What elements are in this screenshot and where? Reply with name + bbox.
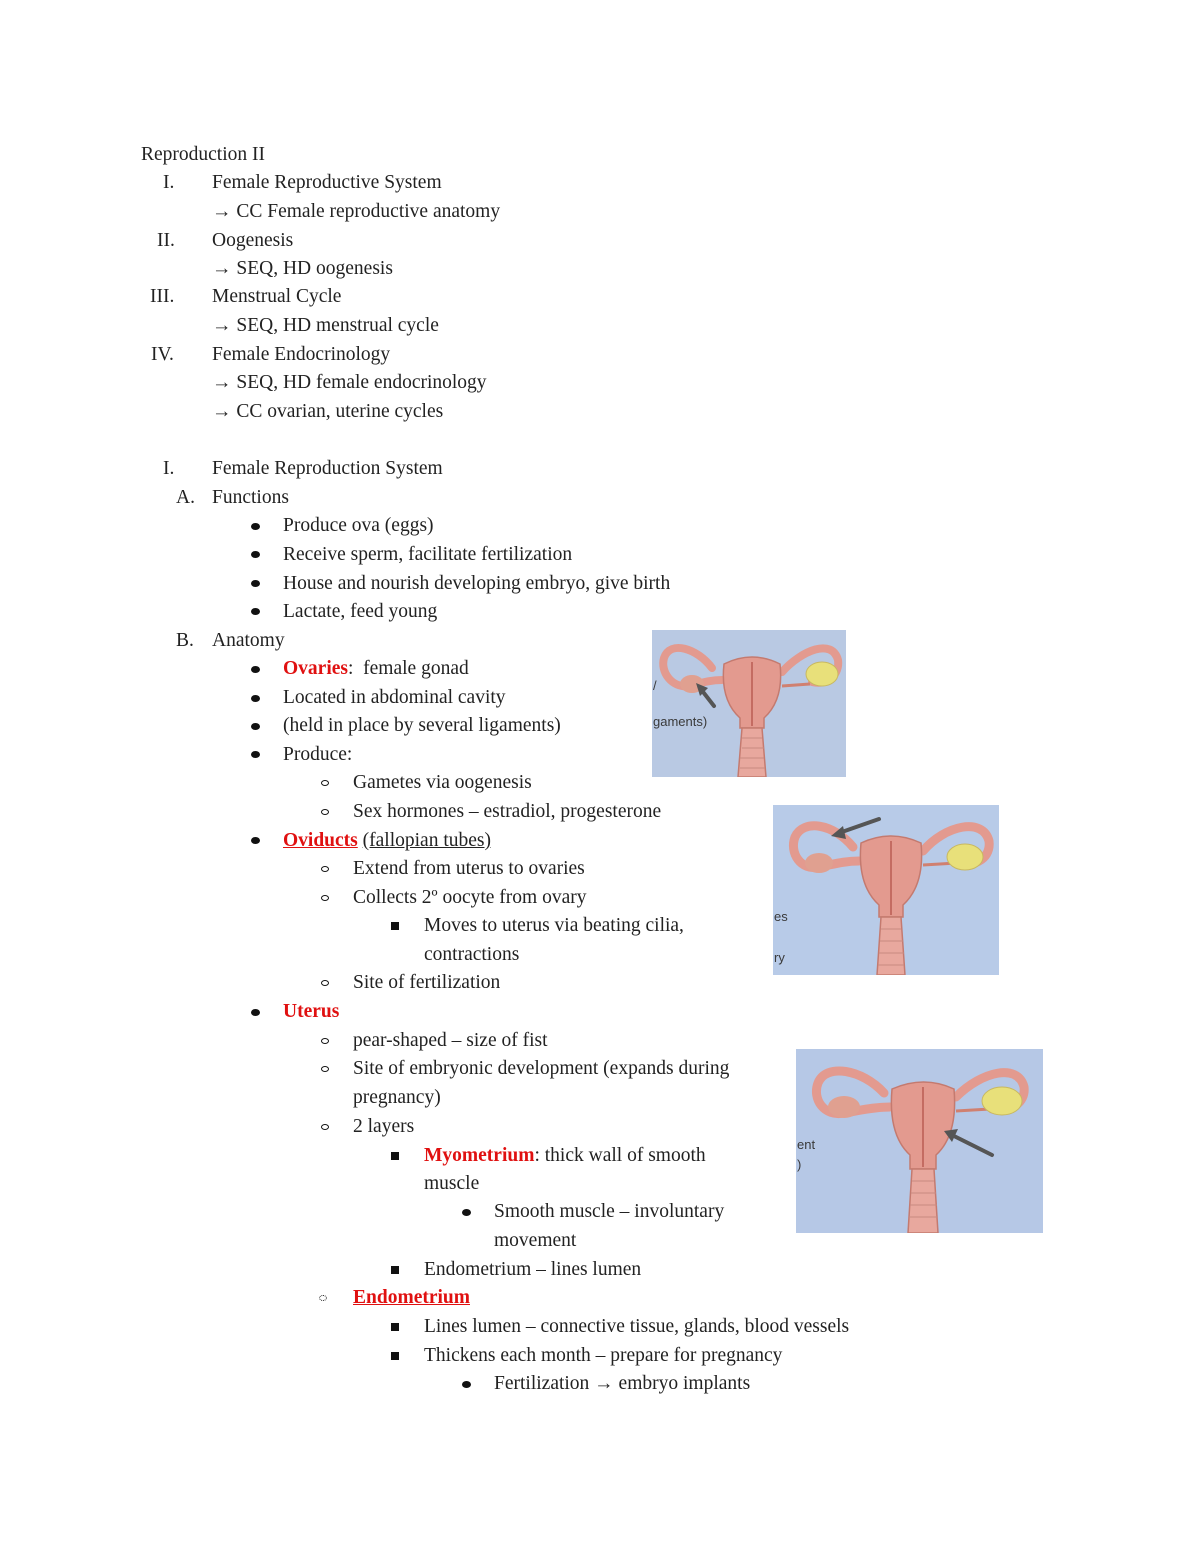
list-item: Thickens each month – prepare for pregnancy [424,1345,783,1366]
figure-caption: ry [774,950,785,965]
outline-numeral: IV. [151,344,174,365]
list-item [424,1146,706,1166]
bullet-icon [251,666,260,673]
page-title: Reproduction II [141,144,266,165]
list-item [353,1288,470,1308]
subsection-heading: Anatomy [212,630,285,651]
outline-item-label: Oogenesis [212,230,294,251]
list-item: 2 layers [353,1116,415,1137]
outline-subitem: → CC Female reproductive anatomy [212,201,501,222]
term-myometrium: Myometrium [424,1145,535,1166]
circle-bullet-icon [321,895,329,901]
term-colon: : [347,658,354,679]
figure-caption: ent [797,1137,816,1152]
list-item: Site of fertilization [353,972,501,993]
bullet-icon [251,751,260,758]
term-definition: (fallopian tubes) [362,830,491,851]
uterus-diagram-image [773,805,999,975]
ovary-figure [652,630,846,777]
section-numeral: I. [163,458,175,479]
subsection-letter: A. [176,487,195,508]
list-item [283,831,491,851]
figure-caption: ) [797,1157,802,1172]
oviduct-figure [773,805,999,975]
list-item: Gametes via oogenesis [353,772,532,793]
square-bullet-icon [391,1152,399,1160]
uterus-diagram-image [796,1049,1043,1233]
figure-caption: es [774,909,788,924]
list-item-continuation: movement [494,1230,577,1251]
list-item [283,659,469,679]
bullet-icon [251,608,260,615]
list-item: House and nourish developing embryo, give birth [283,573,671,594]
bullet-icon [251,551,260,558]
circle-bullet-icon [321,980,329,986]
outline-subitem: → SEQ, HD menstrual cycle [212,315,439,336]
outline-subitem: → SEQ, HD oogenesis [212,258,393,279]
term-definition: female gonad [363,658,469,679]
term-endometrium: Endometrium [353,1287,470,1308]
list-item: Produce: [283,744,353,765]
bullet-icon [251,1009,260,1016]
bullet-icon [251,837,260,844]
bullet-icon [251,580,260,587]
subsection-heading: Functions [212,487,289,508]
list-item: Lines lumen – connective tissue, glands, blood vessels [424,1316,850,1337]
bullet-icon [251,695,260,702]
list-item: Located in abdominal cavity [283,687,506,708]
term-ovaries: Ovaries [283,658,348,679]
list-item: Fertilization → embryo implants [494,1373,751,1394]
bullet-icon [251,523,260,530]
list-item: Moves to uterus via beating cilia, [424,915,684,936]
figure-caption: gaments) [653,714,708,729]
square-bullet-icon [391,1266,399,1274]
list-item: pear-shaped – size of fist [353,1030,548,1051]
outline-item-label: Female Reproductive System [212,172,442,193]
outline-subitem: → CC ovarian, uterine cycles [212,401,444,422]
outline-numeral: II. [157,230,175,251]
square-bullet-icon [391,1323,399,1331]
list-item [283,1002,339,1022]
list-item: (held in place by several ligaments) [283,715,561,736]
list-item: Collects 2º oocyte from ovary [353,887,587,908]
square-bullet-icon [391,922,399,930]
term-definition: : thick wall of smooth [534,1145,706,1166]
list-item: Sex hormones – estradiol, progesterone [353,801,662,822]
dotted-bullet-icon [319,1295,327,1301]
bullet-icon [462,1209,471,1216]
list-item: Site of embryonic development (expands during [353,1058,730,1079]
circle-bullet-icon [321,866,329,872]
list-item-continuation: muscle [424,1173,480,1194]
circle-bullet-icon [321,1038,329,1044]
bullet-icon [462,1381,471,1388]
list-item-continuation: contractions [424,944,520,965]
list-item: Extend from uterus to ovaries [353,858,585,879]
outline-item-label: Female Endocrinology [212,344,391,365]
list-item: Lactate, feed young [283,601,438,622]
list-item-continuation: pregnancy) [353,1087,441,1108]
bullet-icon [251,723,260,730]
list-item: Receive sperm, facilitate fertilization [283,544,573,565]
square-bullet-icon [391,1352,399,1360]
outline-numeral: III. [150,286,175,307]
outline-subitem: → SEQ, HD female endocrinology [212,372,487,393]
circle-bullet-icon [321,780,329,786]
outline-item-label: Menstrual Cycle [212,286,342,307]
term-uterus: Uterus [283,1001,340,1022]
list-item: Endometrium – lines lumen [424,1259,642,1280]
term-oviducts: Oviducts [283,830,358,851]
uterus-figure [796,1049,1043,1233]
subsection-letter: B. [176,630,194,651]
circle-bullet-icon [321,1124,329,1130]
figure-caption-edge: / [653,678,657,693]
uterus-diagram-image [652,630,846,777]
outline-numeral: I. [163,172,175,193]
list-item: Smooth muscle – involuntary [494,1201,725,1222]
circle-bullet-icon [321,1066,329,1072]
section-heading: Female Reproduction System [212,458,443,479]
circle-bullet-icon [321,809,329,815]
list-item: Produce ova (eggs) [283,515,434,536]
